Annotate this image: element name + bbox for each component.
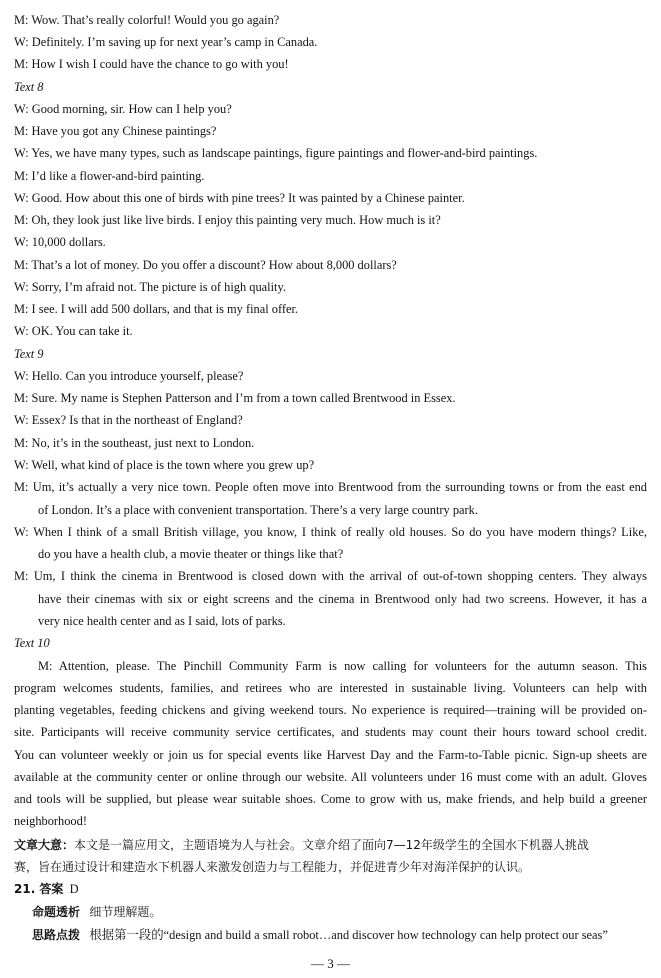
text-line: M: Um, it’s actually a very nice town. People often move into Brentwood from the surrounding towns or from the east end — [14, 480, 647, 494]
text-line: W: Definitely. I’m saving up for next year’s camp in Canada. — [14, 35, 318, 49]
summary-line-2: 赛，旨在通过设计和建造水下机器人来激发创造力与工程能力，并促进青少年对海洋保护的认识。 — [14, 860, 531, 874]
summary-line-1 — [14, 837, 589, 853]
text-line: W: Good morning, sir. How can I help you? — [14, 102, 232, 116]
hint-label: 思路点拨 — [32, 928, 81, 942]
text-line: You can volunteer weekly or join us for special events like Harvest Day and the Farm-to-Table picnic. Sign-up sheets are — [14, 748, 647, 762]
analysis-line — [32, 904, 161, 920]
text-line: W: Hello. Can you introduce yourself, please? — [14, 369, 244, 383]
summary-text-1: 本文是一篇应用文，主题语境为人与社会。文章介绍了面向7—12年级学生的全国水下机器人挑战 — [74, 838, 589, 852]
text-line: and tools will be supplied, but please wear suitable shoes. Come to grow with us, make friends, and help build a greener — [14, 792, 647, 806]
text-line: neighborhood! — [14, 814, 87, 828]
text-line: W: Well, what kind of place is the town where you grew up? — [14, 458, 315, 472]
hint-text: 根据第一段的“design and build a small robot…and discover how technology can help protect our seas” — [89, 928, 608, 942]
text-line: program welcomes students, families, and retirees who are interested in sustainable living. Volunteers can help with — [14, 681, 647, 695]
text-line: M: I see. I will add 500 dollars, and that is my final offer. — [14, 302, 299, 316]
text-line: W: OK. You can take it. — [14, 324, 133, 338]
answer-value: D — [69, 882, 79, 896]
text-line: do you have a health club, a movie theater or things like that? — [38, 547, 344, 561]
text-line: W: Good. How about this one of birds with pine trees? It was painted by a Chinese painter. — [14, 191, 465, 205]
text-line: M: Um, I think the cinema in Brentwood is closed down with the arrival of out-of-town shopping centers. They always — [14, 569, 647, 583]
text-heading: Text 10 — [14, 636, 50, 650]
text-line: W: Sorry, I’m afraid not. The picture is of high quality. — [14, 280, 286, 294]
text-line: M: Attention, please. The Pinchill Community Farm is now calling for volunteers for the autumn season. This — [38, 659, 647, 673]
text-line: very nice health center and as I said, lots of parks. — [38, 614, 286, 628]
text-line: W: When I think of a small British village, you know, I think of really old houses. So do you have modern things? Like, — [14, 525, 647, 539]
answer-number: 21. 答案 — [14, 882, 64, 896]
text-line: site. Participants will receive community service certificates, and students may count their hours toward school credit. — [14, 725, 647, 739]
analysis-label: 命题透析 — [32, 905, 81, 919]
page-number: — 3 — — [311, 956, 350, 971]
text-line: M: That’s a lot of money. Do you offer a discount? How about 8,000 dollars? — [14, 258, 397, 272]
text-line: W: Essex? Is that in the northeast of England? — [14, 413, 243, 427]
text-line: W: Yes, we have many types, such as landscape paintings, figure paintings and flower-and-bird paintings. — [14, 146, 538, 160]
text-heading: Text 9 — [14, 347, 44, 361]
text-line: M: I’d like a flower-and-bird painting. — [14, 169, 205, 183]
analysis-text: 细节理解题。 — [89, 905, 162, 919]
hint-line — [32, 927, 608, 943]
text-line: M: Oh, they look just like live birds. I enjoy this painting very much. How much is it? — [14, 213, 441, 227]
answer-line — [14, 881, 79, 897]
text-line: planting vegetables, feeding chickens and giving weekend tours. No experience is required—training will be provided on- — [14, 703, 647, 717]
text-line: M: Wow. That’s really colorful! Would you go again? — [14, 13, 280, 27]
text-line: M: No, it’s in the southeast, just next to London. — [14, 436, 255, 450]
text-line: M: Have you got any Chinese paintings? — [14, 124, 217, 138]
text-line: have their cinemas with six or eight screens and the cinema in Brentwood only had two screens. However, it has a — [38, 592, 647, 606]
text-line: M: Sure. My name is Stephen Patterson and I’m from a town called Brentwood in Essex. — [14, 391, 456, 405]
text-line: available at the community center or online through our website. All volunteers under 16 must come with an adult. Gloves — [14, 770, 647, 784]
text-line: W: 10,000 dollars. — [14, 235, 106, 249]
text-line: M: How I wish I could have the chance to go with you! — [14, 57, 289, 71]
text-heading: Text 8 — [14, 80, 44, 94]
summary-label: 文章大意： — [14, 838, 75, 852]
text-line: of London. It’s a place with convenient transportation. There’s a very large country park. — [38, 503, 478, 517]
